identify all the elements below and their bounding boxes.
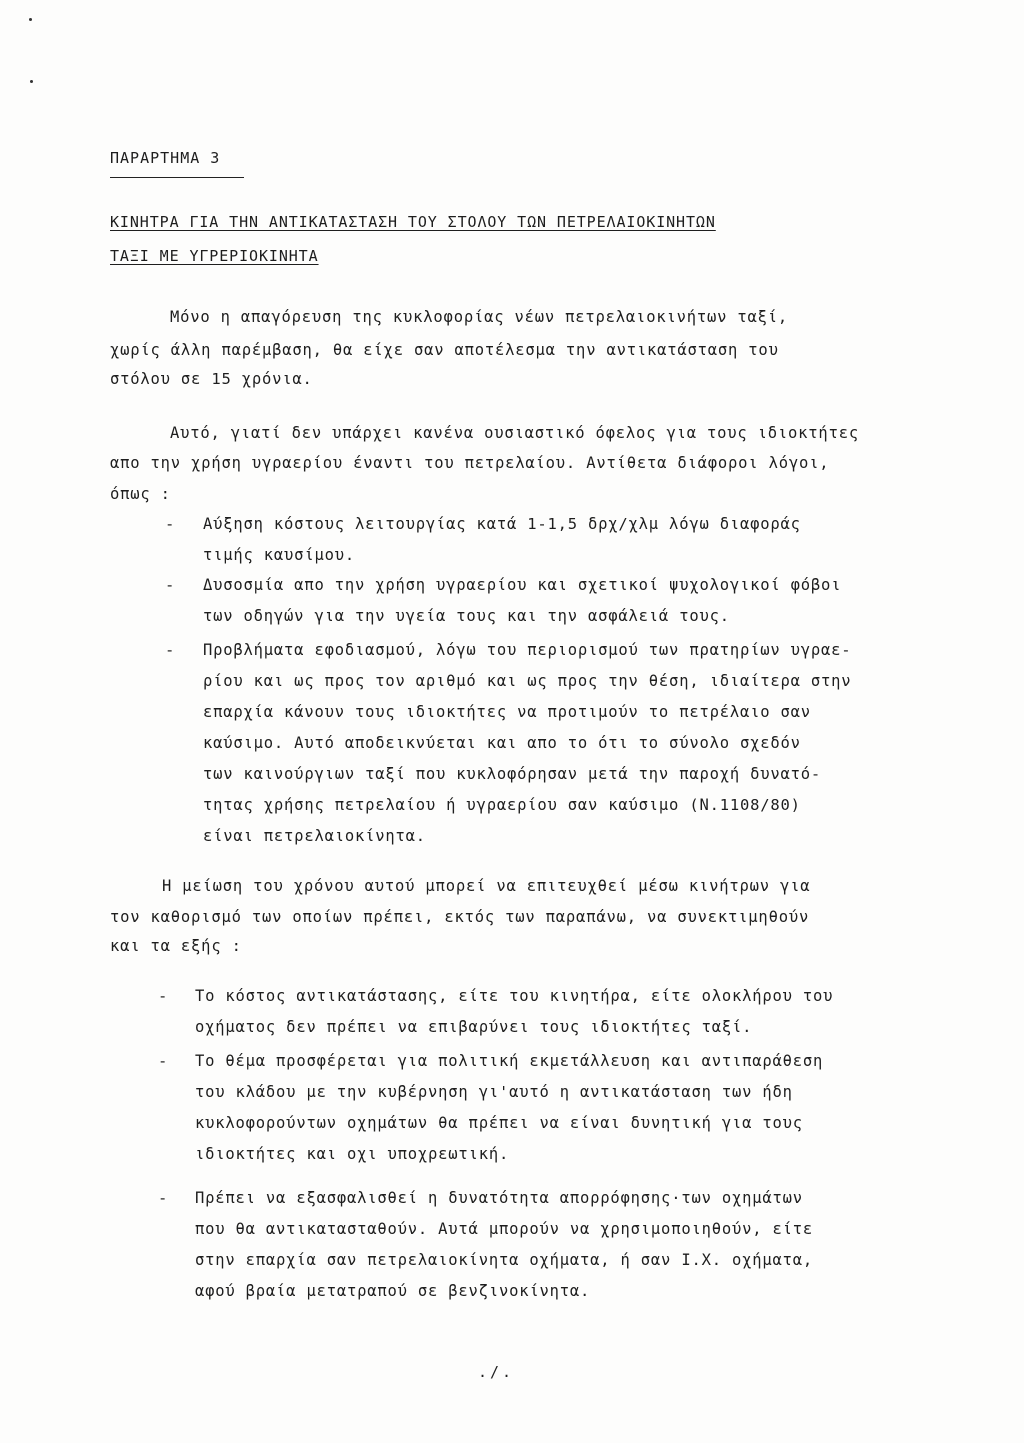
consideration-line: ιδιοκτήτες και οχι υποχρεωτική. [195,1145,510,1163]
consideration-line: αφού βραία μετατραπού σε βενζινοκίνητα. [195,1282,591,1300]
consideration-line: του κλάδου με την κυβέρνηση γι'αυτό η αντικατάσταση των ήδη [195,1083,793,1101]
paragraph-3-line: τον καθορισμό των οποίων πρέπει, εκτός των παραπάνω, να συνεκτιμηθούν [110,908,810,926]
paragraph-2-line: απο την χρήση υγραερίου έναντι του πετρελαίου. Αντίθετα διάφοροι λόγοι, [110,454,830,472]
scan-speck [29,18,32,21]
reason-line: είναι πετρελαιοκίνητα. [203,827,426,845]
continuation-mark: ./. [478,1363,515,1381]
consideration-line: που θα αντικατασταθούν. Αυτά μπορούν να χρησιμοποιηθούν, είτε [195,1220,814,1238]
consideration-line: Το θέμα προσφέρεται για πολιτική εκμετάλλευση και αντιπαράθεση [195,1052,824,1070]
list-dash: - [165,641,175,659]
consideration-line: στην επαρχία σαν πετρελαιοκίνητα οχήματα, ή σαν Ι.Χ. οχήματα, [195,1251,814,1269]
paragraph-3-line: Η μείωση του χρόνου αυτού μπορεί να επιτευχθεί μέσω κινήτρων για [162,877,811,895]
scan-speck [30,80,33,83]
appendix-underline [110,177,244,178]
reason-line: ρίου και ως προς τον αριθμό και ως προς την θέση, ιδιαίτερα στην [203,672,852,690]
paragraph-1-line: στόλου σε 15 χρόνια. [110,370,313,388]
consideration-line: οχήματος δεν πρέπει να επιβαρύνει τους ιδιοκτήτες ταξί. [195,1018,753,1036]
paragraph-3-line: και τα εξής : [110,937,242,955]
list-dash: - [165,576,175,594]
paragraph-2-line: όπως : [110,485,171,503]
list-dash: - [165,515,175,533]
reason-line: τητας χρήσης πετρελαίου ή υγραερίου σαν καύσιμο (Ν.1108/80) [203,796,801,814]
consideration-line: κυκλοφορούντων οχημάτων θα πρέπει να είναι δυνητική για τους [195,1114,803,1132]
reason-line: Αύξηση κόστους λειτουργίας κατά 1-1,5 δρχ/χλμ λόγω διαφοράς [203,515,801,533]
reason-line: Προβλήματα εφοδιασμού, λόγω του περιορισμού των πρατηρίων υγραε- [203,641,852,659]
reason-line: των καινούργιων ταξί που κυκλοφόρησαν μετά την παροχή δυνατό- [203,765,822,783]
reason-line: των οδηγών για την υγεία τους και την ασφάλειά τους. [203,607,730,625]
document-title-line-2: ΤΑΞΙ ΜΕ ΥΓΡΕΡΙΟΚΙΝΗΤΑ [110,247,319,265]
consideration-line: Πρέπει να εξασφαλισθεί η δυνατότητα απορρόφησης·των οχημάτων [195,1189,803,1207]
list-dash: - [158,1052,168,1070]
list-dash: - [158,1189,168,1207]
reason-line: Δυσοσμία απο την χρήση υγραερίου και σχετικοί ψυχολογικοί φόβοι [203,576,842,594]
reason-line: τιμής καυσίμου. [203,546,355,564]
paragraph-2-line: Αυτό, γιατί δεν υπάρχει κανένα ουσιαστικό όφελος για τους ιδιοκτήτες [170,424,859,442]
list-dash: - [158,987,168,1005]
consideration-line: Το κόστος αντικατάστασης, είτε του κινητήρα, είτε ολοκλήρου του [195,987,834,1005]
paragraph-1-line: χωρίς άλλη παρέμβαση, θα είχε σαν αποτέλεσμα την αντικατάσταση του [110,341,779,359]
appendix-label: ΠΑΡΑΡΤΗΜΑ 3 [110,149,221,167]
document-title-line-1: ΚΙΝΗΤΡΑ ΓΙΑ ΤΗΝ ΑΝΤΙΚΑΤΑΣΤΑΣΗ ΤΟΥ ΣΤΟΛΟΥ ΤΩΝ ΠΕΤΡΕΛΑΙΟΚΙΝΗΤΩΝ [110,213,716,231]
reason-line: καύσιμο. Αυτό αποδεικνύεται και απο το ότι το σύνολο σχεδόν [203,734,801,752]
reason-line: επαρχία κάνουν τους ιδιοκτήτες να προτιμούν το πετρέλαιο σαν [203,703,811,721]
paragraph-1-line: Μόνο η απαγόρευση της κυκλοφορίας νέων πετρελαιοκινήτων ταξί, [170,308,789,326]
